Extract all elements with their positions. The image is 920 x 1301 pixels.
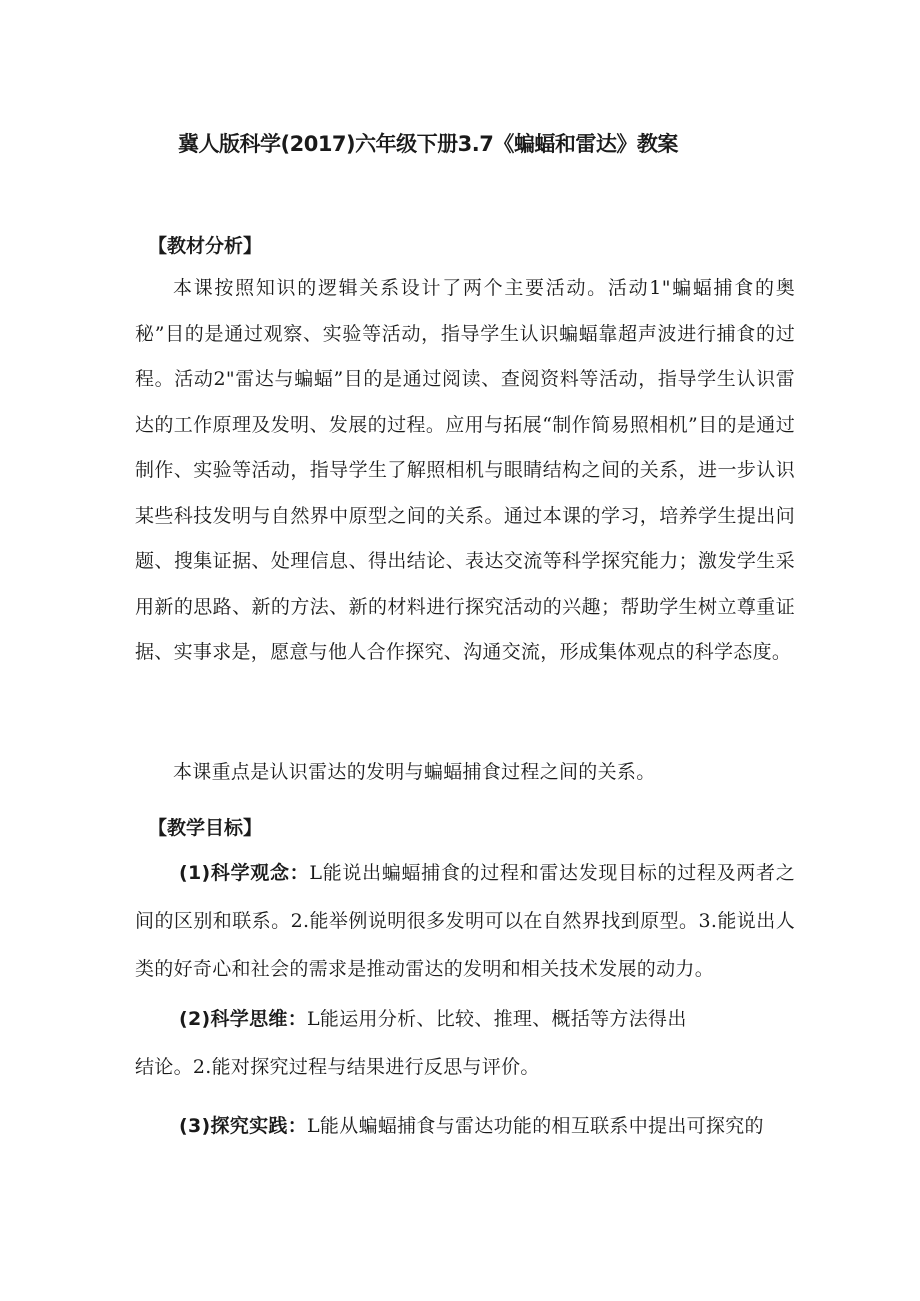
lesson-focus-paragraph: 本课重点是认识雷达的发明与蝙蝠捕食过程之间的关系。	[173, 761, 656, 783]
goal-scientific-thinking-text-line1: L能运用分析、比较、推理、概括等方法得出	[307, 1008, 687, 1030]
material-analysis-paragraph: 本课按照知识的逻辑关系设计了两个主要活动。活动1"蝙蝠捕食的奥秘”目的是通过观察、实验等活动，指导学生认识蝙蝠靠超声波进行捕食的过程。活动2"雷达与蝙蝠”目的是通过阅读、查阅资料等活动，指导学生认识雷达的工作原理及发明、发展的过程。应用与拓展“制作简易照相机”目的是通过制作、实验等活动，指导学生了解照相机与眼睛结构之间的关系，进一步认识某些科技发明与自然界中原型之间的关系。通过本课的学习，培养学生提出问题、搜集证据、处理信息、得出结论、表达交流等科学探究能力；激发学生采用新的思路、新的方法、新的材料进行探究活动的兴趣；帮助学生树立尊重证据、实事求是，愿意与他人合作探究、沟通交流，形成集体观点的科学态度。	[135, 277, 795, 663]
goal-scientific-concept	[135, 849, 795, 993]
goal-inquiry-practice-label: (3)探究实践：	[179, 1115, 307, 1137]
goal-scientific-concept-text: L能说出蝙蝠捕食的过程和雷达发现目标的过程及两者之间的区别和联系。2.能举例说明很多发明可以在自然界找到原型。3.能说出人类的好奇心和社会的需求是推动雷达的发明和相关技术发展的动力。	[135, 862, 795, 980]
goal-scientific-concept-label: (1)科学观念：	[179, 862, 310, 884]
document-title: 冀人版科学(2017)六年级下册3.7《蝙蝠和雷达》教案	[178, 132, 678, 156]
goal-scientific-thinking-label: (2)科学思维：	[179, 1008, 307, 1030]
goal-inquiry-practice-text: L能从蝙蝠捕食与雷达功能的相互联系中提出可探究的	[307, 1115, 764, 1137]
section-heading-material-analysis: 【教材分析】	[148, 235, 263, 257]
goal-scientific-thinking-line1	[179, 997, 687, 1043]
goal-scientific-thinking-line2: 结论。2.能对探究过程与结果进行反思与评价。	[135, 1056, 540, 1078]
section-heading-teaching-goals: 【教学目标】	[148, 817, 263, 839]
goal-inquiry-practice	[179, 1104, 764, 1150]
